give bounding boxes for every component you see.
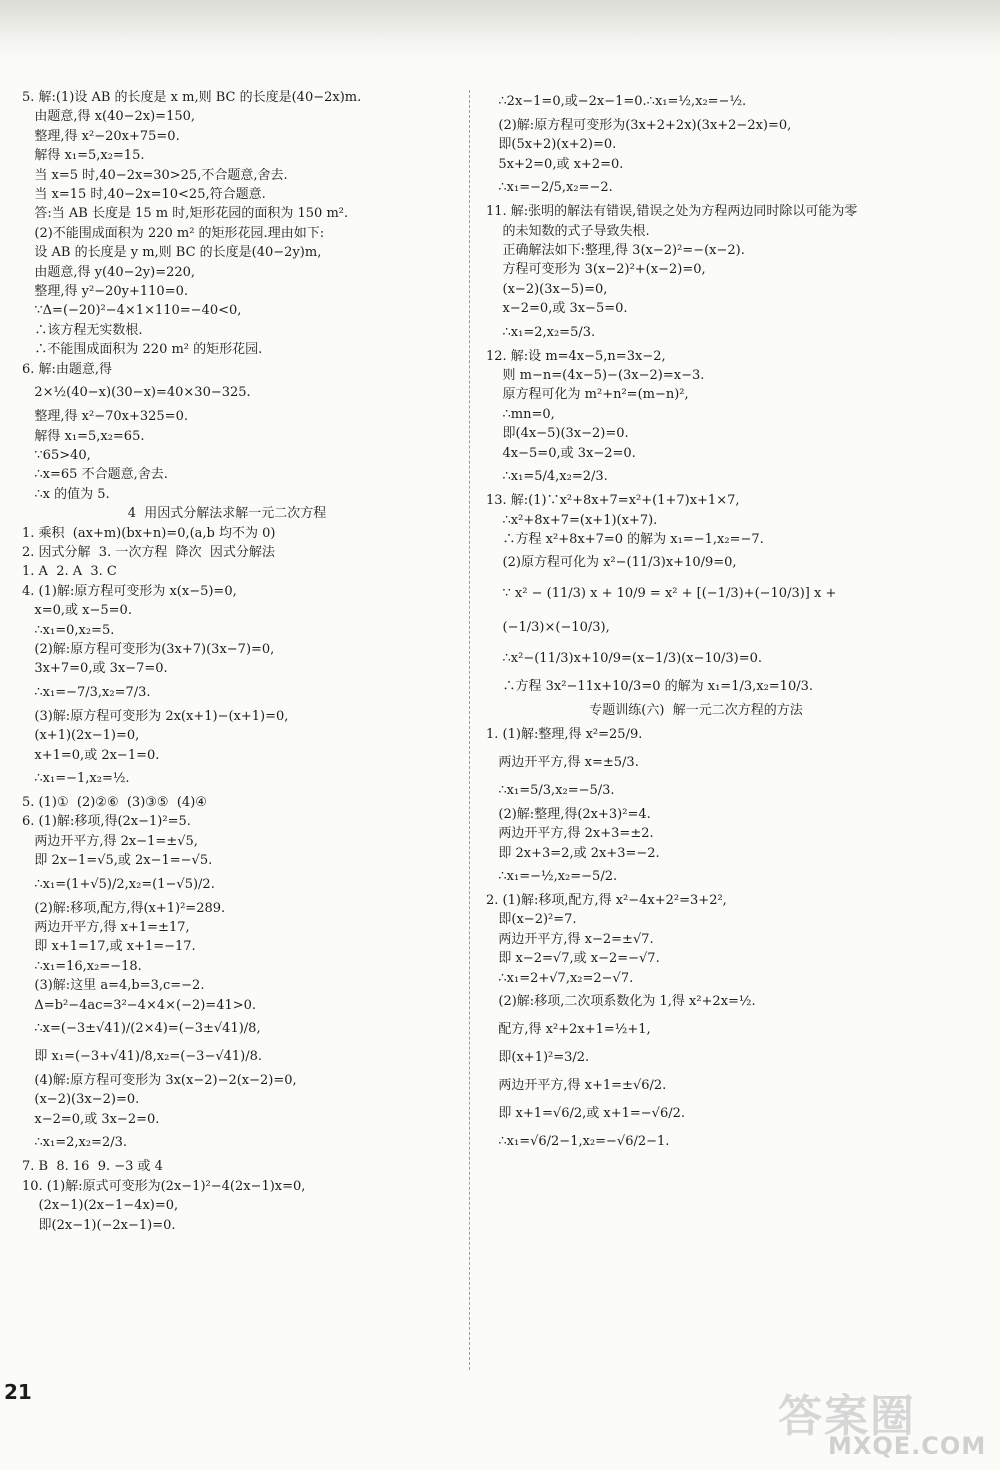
- right-answer-line: 正确解法如下:整理,得 3(x−2)²=−(x−2).: [486, 243, 745, 259]
- left-answer-line: (x+1)(2x−1)=0,: [22, 728, 140, 744]
- left-answer-line: 答:当 AB 长度是 15 m 时,矩形花园的面积为 150 m².: [22, 206, 349, 222]
- right-answer-line: 即 x−2=√7,或 x−2=−√7.: [486, 951, 660, 967]
- right-answer-line: x−2=0,或 3x−5=0.: [486, 301, 628, 317]
- right-answer-line: 原方程可化为 m²+n²=(m−n)²,: [486, 387, 689, 403]
- right-answer-line: 即(x+1)²=3/2.: [486, 1049, 590, 1065]
- right-answer-line: ∴方程 3x²−11x+10/3=0 的解为 x₁=1/3,x₂=10/3.: [486, 679, 814, 695]
- left-answer-line: 由题意,得 x(40−2x)=150,: [22, 109, 196, 125]
- left-answer-line: ∵Δ=(−20)²−4×1×110=−40<0,: [22, 303, 242, 319]
- left-answer-line: 设 AB 的长度是 y m,则 BC 的长度是(40−2y)m,: [22, 245, 322, 261]
- left-answer-line: 整理,得 y²−20y+110=0.: [22, 284, 188, 300]
- right-answer-line: 专题训练(六) 解一元二次方程的方法: [589, 703, 803, 719]
- left-answer-line: (2)不能围成面积为 220 m² 的矩形花园.理由如下:: [22, 225, 325, 241]
- left-answer-line: ∴x₁=−1,x₂=½.: [22, 771, 130, 786]
- right-answer-line: ∴x₁=−½,x₂=−5/2.: [486, 868, 618, 884]
- left-answer-line: ∴不能围成面积为 220 m² 的矩形花园.: [22, 342, 263, 358]
- left-answer-line: 3x+7=0,或 3x−7=0.: [22, 661, 168, 677]
- right-answer-line: (x−2)(3x−5)=0,: [486, 281, 608, 297]
- left-answer-line: 1. 乘积 (ax+m)(bx+n)=0,(a,b 均不为 0): [22, 525, 276, 541]
- right-answer-line: ∴x²+8x+7=(x+1)(x+7).: [486, 512, 658, 528]
- left-answer-line: 6. (1)解:移项,得(2x−1)²=5.: [22, 814, 191, 830]
- left-answer-line: x=0,或 x−5=0.: [22, 603, 132, 619]
- right-answer-line: (2)原方程可化为 x²−(11/3)x+10/9=0,: [486, 555, 737, 571]
- left-answer-line: Δ=b²−4ac=3²−4×4×(−2)=41>0.: [22, 997, 257, 1013]
- left-answer-line: ∴x=65 不合题意,舍去.: [22, 467, 168, 483]
- right-answer-line: ∵ x² − (11/3) x + 10/9 = x² + [(−1/3)+(−10/3)] x +: [486, 586, 837, 602]
- left-answer-line: 2. 因式分解 3. 一次方程 降次 因式分解法: [22, 544, 275, 560]
- left-answer-line: ∵65>40,: [22, 447, 91, 463]
- left-answer-line: 整理,得 x²−20x+75=0.: [22, 128, 180, 144]
- right-answer-line: ∴x₁=5/3,x₂=−5/3.: [486, 782, 615, 798]
- column-divider: [469, 90, 470, 1370]
- right-answer-line: ∴x₁=−2/5,x₂=−2.: [486, 180, 613, 196]
- left-answer-line: 4. (1)解:原方程可变形为 x(x−5)=0,: [22, 583, 237, 599]
- right-answer-line: 12. 解:设 m=4x−5,n=3x−2,: [486, 348, 666, 364]
- left-answer-line: 解得 x₁=5,x₂=65.: [22, 428, 145, 444]
- left-answer-line: (4)解:原方程可变形为 3x(x−2)−2(x−2)=0,: [22, 1073, 297, 1089]
- left-answer-line: ∴x₁=0,x₂=5.: [22, 622, 115, 638]
- right-answer-line: ∴2x−1=0,或−2x−1=0.∴x₁=½,x₂=−½.: [486, 94, 747, 109]
- right-answer-line: (2)解:整理,得(2x+3)²=4.: [486, 806, 651, 822]
- right-answer-line: 两边开平方,得 2x+3=±2.: [486, 826, 654, 842]
- left-answer-line: 两边开平方,得 x+1=±17,: [22, 920, 190, 936]
- right-answer-line: ∴x₁=2+√7,x₂=2−√7.: [486, 970, 634, 986]
- right-answer-line: ∴方程 x²+8x+7=0 的解为 x₁=−1,x₂=−7.: [486, 531, 764, 547]
- right-answer-line: 4x−5=0,或 3x−2=0.: [486, 445, 636, 461]
- left-answer-line: 即 x₁=(−3+√41)/8,x₂=(−3−√41)/8.: [22, 1049, 263, 1065]
- right-answer-line: 11. 解:张明的解法有错误,错误之处为方程两边同时除以可能为零: [486, 204, 858, 220]
- left-answer-line: 即 2x−1=√5,或 2x−1=−√5.: [22, 853, 213, 869]
- left-column: [22, 88, 462, 1235]
- right-answer-line: ∴x²−(11/3)x+10/9=(x−1/3)(x−10/3)=0.: [486, 651, 763, 667]
- right-answer-line: 两边开平方,得 x−2=±√7.: [486, 931, 654, 947]
- right-answer-line: ∴x₁=√6/2−1,x₂=−√6/2−1.: [486, 1133, 670, 1149]
- left-answer-line: 2×½(40−x)(30−x)=40×30−325.: [22, 385, 251, 401]
- left-answer-line: x−2=0,或 3x−2=0.: [22, 1111, 160, 1127]
- right-answer-line: (−1/3)×(−10/3),: [486, 620, 610, 636]
- right-answer-line: 配方,得 x²+2x+1=½+1,: [486, 1021, 651, 1037]
- left-answer-line: ∴该方程无实数根.: [22, 322, 143, 338]
- right-answer-line: (2)解:移项,二次项系数化为 1,得 x²+2x=½.: [486, 993, 756, 1009]
- left-answer-line: 7. B 8. 16 9. −3 或 4: [22, 1159, 163, 1175]
- right-answer-line: 2. (1)解:移项,配方,得 x²−4x+2²=3+2²,: [486, 892, 727, 908]
- right-answer-line: 两边开平方,得 x=±5/3.: [486, 754, 639, 770]
- right-answer-line: 即(x−2)²=7.: [486, 912, 577, 928]
- right-answer-line: 5x+2=0,或 x+2=0.: [486, 156, 624, 172]
- right-answer-line: 则 m−n=(4x−5)−(3x−2)=x−3.: [486, 368, 705, 384]
- left-answer-line: ∴x 的值为 5.: [22, 486, 110, 502]
- left-answer-line: 当 x=5 时,40−2x=30>25,不合题意,舍去.: [22, 167, 288, 183]
- left-answer-line: (3)解:这里 a=4,b=3,c=−2.: [22, 978, 205, 994]
- right-answer-line: 的未知数的式子导致失根.: [486, 223, 650, 239]
- left-answer-line: (3)解:原方程可变形为 2x(x+1)−(x+1)=0,: [22, 708, 289, 724]
- right-answer-line: 两边开平方,得 x+1=±√6/2.: [486, 1077, 667, 1093]
- left-answer-line: 两边开平方,得 2x−1=±√5,: [22, 833, 198, 849]
- left-answer-line: 由题意,得 y(40−2y)=220,: [22, 264, 196, 280]
- left-answer-line: ∴x₁=16,x₂=−18.: [22, 958, 142, 974]
- right-answer-line: 13. 解:(1)∵x²+8x+7=x²+(1+7)x+1×7,: [486, 493, 740, 509]
- left-answer-line: 5. (1)① (2)②⑥ (3)③⑤ (4)④: [22, 795, 207, 810]
- left-answer-line: (2)解:移项,配方,得(x+1)²=289.: [22, 900, 226, 916]
- left-answer-line: ∴x=(−3±√41)/(2×4)=(−3±√41)/8,: [22, 1021, 261, 1037]
- watermark-url: MXQE.COM: [828, 1432, 987, 1460]
- right-answer-line: 即 x+1=√6/2,或 x+1=−√6/2.: [486, 1105, 686, 1121]
- right-answer-line: ∴x₁=2,x₂=5/3.: [486, 324, 596, 340]
- left-answer-line: (2x−1)(2x−1−4x)=0,: [22, 1198, 179, 1214]
- left-answer-line: (x−2)(3x−2)=0.: [22, 1092, 140, 1108]
- watermark-logo: [778, 1380, 990, 1460]
- left-answer-line: 整理,得 x²−70x+325=0.: [22, 409, 188, 425]
- right-answer-line: 1. (1)解:整理,得 x²=25/9.: [486, 726, 643, 742]
- left-answer-line: 即(2x−1)(−2x−1)=0.: [22, 1217, 176, 1233]
- right-answer-line: ∴mn=0,: [486, 406, 555, 422]
- watermark-logo-text: 答案圈: [778, 1391, 916, 1442]
- left-answer-line: 1. A 2. A 3. C: [22, 564, 117, 580]
- right-answer-line: 即 2x+3=2,或 2x+3=−2.: [486, 845, 660, 861]
- right-answer-line: 方程可变形为 3(x−2)²+(x−2)=0,: [486, 262, 706, 278]
- right-answer-line: ∴x₁=5/4,x₂=2/3.: [486, 469, 608, 485]
- page-number: 21: [4, 1380, 32, 1404]
- left-answer-line: 4 用因式分解法求解一元二次方程: [127, 506, 327, 522]
- scan-top-edge: [0, 0, 1000, 60]
- left-answer-line: 6. 解:由题意,得: [22, 361, 113, 377]
- left-answer-line: ∴x₁=−7/3,x₂=7/3.: [22, 684, 151, 700]
- right-answer-line: 即(4x−5)(3x−2)=0.: [486, 426, 629, 442]
- left-answer-line: (2)解:原方程可变形为(3x+7)(3x−7)=0,: [22, 641, 275, 657]
- right-answer-line: (2)解:原方程可变形为(3x+2+2x)(3x+2−2x)=0,: [486, 118, 792, 133]
- right-column: [486, 88, 936, 1156]
- left-answer-line: x+1=0,或 2x−1=0.: [22, 747, 160, 763]
- left-answer-line: 10. (1)解:原式可变形为(2x−1)²−4(2x−1)x=0,: [22, 1178, 306, 1194]
- left-answer-line: 5. 解:(1)设 AB 的长度是 x m,则 BC 的长度是(40−2x)m.: [22, 90, 362, 105]
- left-answer-line: 解得 x₁=5,x₂=15.: [22, 148, 145, 164]
- left-answer-line: 当 x=15 时,40−2x=10<25,符合题意.: [22, 187, 266, 203]
- left-answer-line: 即 x+1=17,或 x+1=−17.: [22, 939, 196, 955]
- right-answer-line: 即(5x+2)(x+2)=0.: [486, 137, 617, 153]
- left-answer-line: ∴x₁=2,x₂=2/3.: [22, 1135, 127, 1151]
- left-answer-line: ∴x₁=(1+√5)/2,x₂=(1−√5)/2.: [22, 876, 215, 892]
